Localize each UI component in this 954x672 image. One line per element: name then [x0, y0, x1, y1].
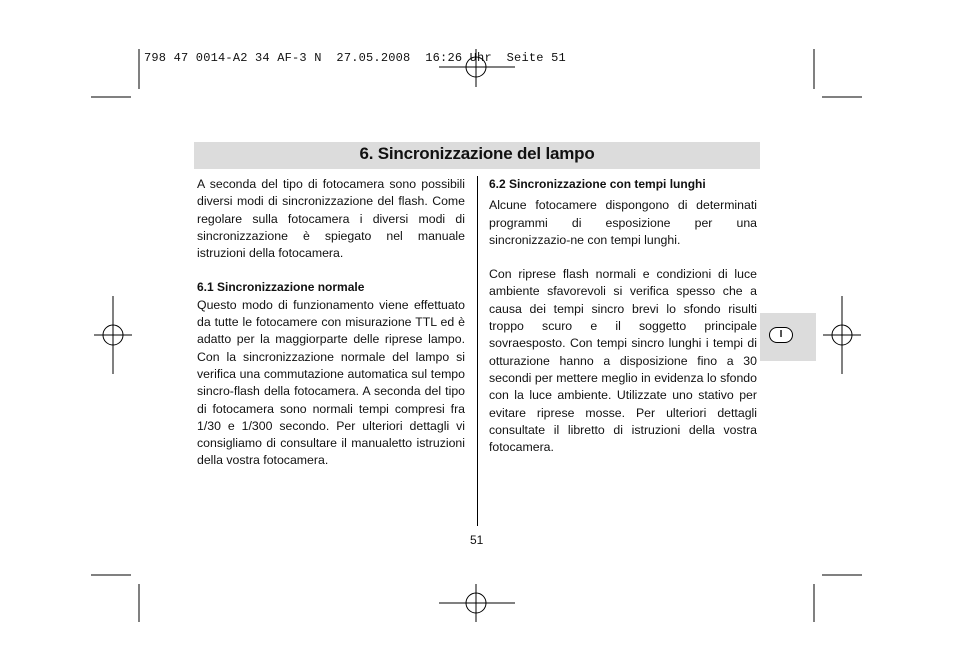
page-number: 51: [470, 533, 484, 547]
section-heading-6-2: 6.2 Sincronizzazione con tempi lunghi: [489, 177, 706, 191]
column-divider: [477, 176, 478, 526]
right-column: [489, 176, 757, 456]
section-paragraph-6-2-a: Alcune fotocamere dispongono di determinati programmi di esposizione per una sincronizzazio-ne con tempi lunghi.: [489, 198, 757, 247]
page-title: 6. Sincronizzazione del lampo: [359, 144, 595, 163]
language-tab: [760, 313, 816, 361]
print-header: 798 47 0014-A2 34 AF-3 N 27.05.2008 16:26 Uhr Seite 51: [144, 51, 566, 65]
title-bar: [194, 142, 760, 169]
section-body-6-1: Questo modo di funzionamento viene effettuato da tutte le fotocamere con misurazione TTL ed è adatto per la maggiorparte delle riprese lampo. Con la sincronizzazione normale del lampo si verifica una commutazione automatica sul tempo sincro-flash della fotocamera. A seconda del tipo di fotocamera sono normali tempi compresi fra 1/30 e 1/300 secondo. Per ulteriori dettagli vi consigliamo di consultare il manualetto istruzioni della vostra fotocamera.: [197, 297, 465, 468]
language-tab-label: I: [769, 327, 793, 343]
intro-paragraph: A seconda del tipo di fotocamera sono possibili diversi modi di sincronizzazione del flash. Come regolare sulla fotocamera i diversi modi di sincronizzazione è spiegato nel manuale istruzioni della fotocamera.: [197, 177, 465, 261]
section-heading-6-1: 6.1 Sincronizzazione normale: [197, 280, 365, 295]
left-column: [197, 176, 465, 470]
section-paragraph-6-2-b: Con riprese flash normali e condizioni di luce ambiente sfavorevoli si verifica spesso che a causa dei tempi sincro brevi lo sfondo risulti troppo scuro e il soggetto principale sovraesposto. Con tempi sincro lunghi i tempi di otturazione hanno a disposizione fino a 30 secondi per mettere meglio in evidenza lo sfondo con la luce ambiente. Utilizzate uno stativo per evitare riprese mosse. Per ulteriori dettagli consultate il libretto di istruzioni della vostra fotocamera.: [489, 267, 757, 455]
